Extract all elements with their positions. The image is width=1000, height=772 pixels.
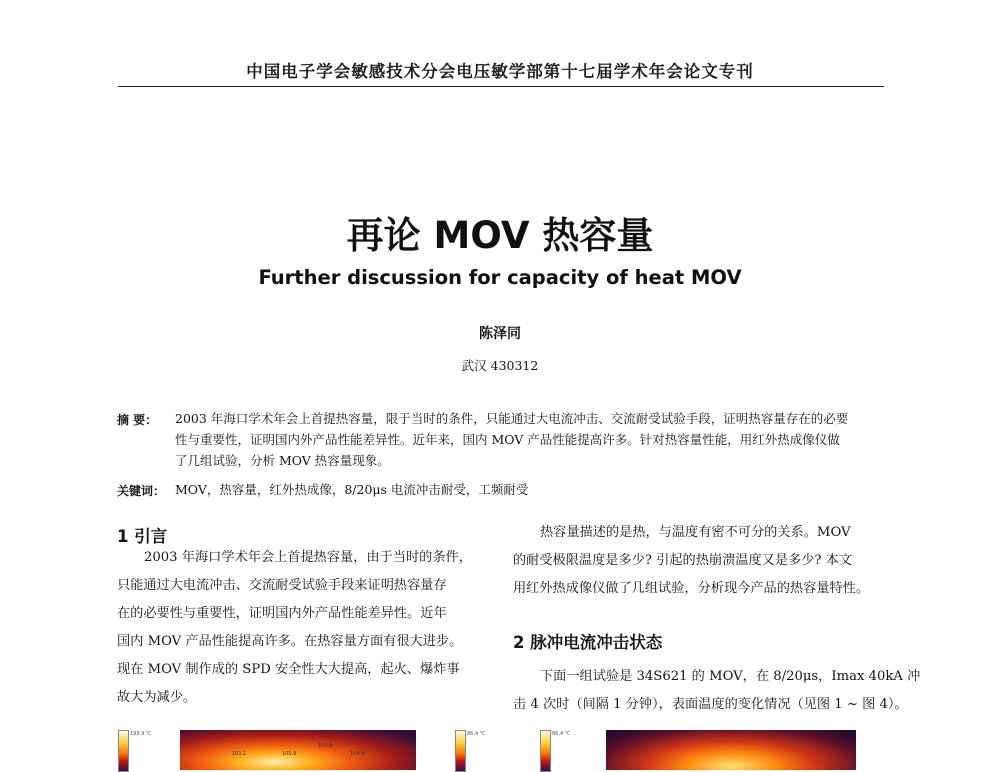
body-line: 故大为减少。 [117, 690, 197, 705]
body-line: 热容量描述的是热，与温度有密不可分的关系。MOV [540, 525, 851, 540]
figure-1-temp-label: 104.8 [318, 743, 333, 749]
paper-title-en: Further discussion for capacity of heat MOV [258, 266, 742, 289]
body-line: 2003 年海口学术年会上首提热容量，由于当时的条件， [144, 550, 472, 565]
section-heading-pulse: 2 脉冲电流冲击状态 [513, 633, 663, 652]
figure-3-scale-label: 86.4 ℃ [552, 731, 571, 737]
abstract-line: 性与重要性，证明国内外产品性能差异性。近年来，国内 MOV 产品性能提高许多。针对热容量性能，用红外热成像仪做 [175, 432, 840, 447]
author-name: 陈泽同 [479, 326, 521, 342]
abstract-line: 了几组试验，分析 MOV 热容量现象。 [175, 453, 390, 468]
paper-title-cn: 再论 MOV 热容量 [346, 214, 654, 257]
header-rule [118, 86, 884, 87]
abstract-body [175, 408, 887, 471]
pulse-paragraph [513, 663, 921, 719]
body-line: 国内 MOV 产品性能提高许多。在热容量方面有很大进步。 [117, 634, 463, 649]
figure-1-scale-label: 199.9 ℃ [130, 731, 152, 737]
intro-paragraph [117, 544, 495, 712]
abstract-label: 摘 要： [117, 413, 158, 427]
keywords-label: 关键词： [117, 484, 166, 498]
section-heading-intro: 1 引言 [117, 527, 168, 546]
figure-1-thermal-image [180, 730, 416, 770]
journal-header: 中国电子学会敏感技术分会电压敏学部第十七届学术年会论文专刊 [246, 62, 754, 81]
body-line: 击 4 次时（间隔 1 分钟），表面温度的变化情况（见图 1 ~ 图 4）。 [513, 697, 908, 712]
body-line: 只能通过大电流冲击、交流耐受试验手段来证明热容量存 [117, 578, 447, 593]
body-line: 的耐受极限温度是多少? 引起的热崩溃温度又是多少? 本文 [513, 553, 853, 568]
keywords-text: MOV，热容量，红外热成像，8/20μs 电流冲击耐受，工频耐受 [175, 482, 529, 497]
figure-1-temp-label: 104.4 [350, 751, 365, 757]
figure-1-temp-label: 101.1 [232, 751, 247, 757]
intro-paragraph-continued [513, 519, 887, 603]
author-affiliation: 武汉 430312 [461, 358, 539, 373]
figure-3-colorbar [540, 730, 551, 772]
figure-1-temp-label: 105.9 [282, 751, 297, 757]
figure-2-colorbar [455, 730, 466, 772]
body-line: 现在 MOV 制作成的 SPD 安全性大大提高，起火、爆炸事 [117, 662, 460, 677]
body-line: 用红外热成像仪做了几组试验，分析现今产品的热容量特性。 [513, 581, 870, 596]
body-line: 在的必要性与重要性，证明国内外产品性能差异性。近年 [117, 606, 447, 621]
abstract-line: 2003 年海口学术年会上首提热容量，限于当时的条件，只能通过大电流冲击、交流耐受试验手段，证明热容量存在的必要 [175, 411, 849, 426]
body-line: 下面一组试验是 34S621 的 MOV，在 8/20μs，Imax 40kA 冲 [540, 669, 921, 684]
figure-2-scale-label: 86.4 ℃ [467, 731, 486, 737]
figure-1-colorbar [118, 730, 129, 772]
figure-3-thermal-image [606, 730, 856, 770]
